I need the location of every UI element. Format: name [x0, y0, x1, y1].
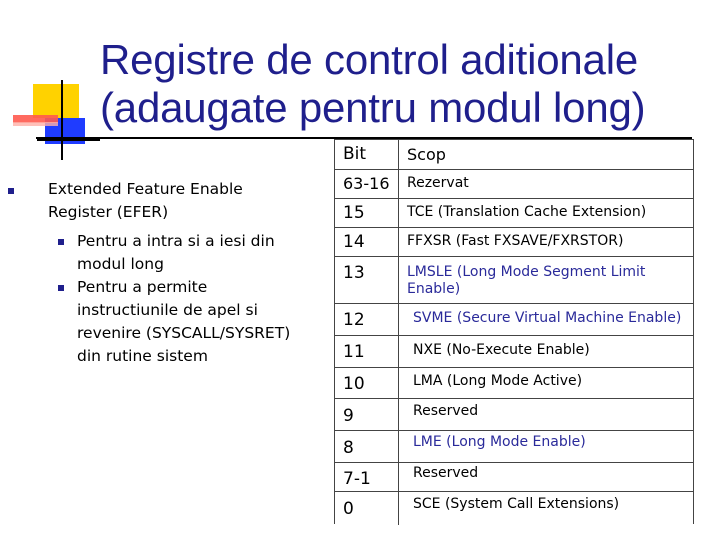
- slide-title: [100, 36, 700, 132]
- row-bit: 0: [343, 499, 354, 519]
- slide-title-line-1: Registre de control aditionale: [100, 36, 638, 83]
- square-bullet-icon: [8, 188, 14, 194]
- row-scop: FFXSR (Fast FXSAVE/FXRSTOR): [407, 233, 624, 249]
- bullet-text: Pentru a intra si a iesi din modul long: [77, 232, 275, 273]
- row-scop: Rezervat: [407, 175, 469, 191]
- table-row: [334, 228, 693, 257]
- table-row: [334, 368, 693, 399]
- row-scop: LME (Long Mode Enable): [413, 434, 586, 450]
- slide-title-line-2: (adaugate pentru modul long): [100, 84, 646, 131]
- row-bit: 13: [343, 263, 365, 283]
- row-bit: 7-1: [343, 469, 371, 489]
- row-scop: Reserved: [413, 403, 479, 419]
- row-bit: 15: [343, 203, 365, 223]
- row-bit: 12: [343, 310, 365, 330]
- row-scop: SCE (System Call Extensions): [413, 496, 620, 512]
- table-row: [334, 463, 693, 492]
- logo-yellow-square: [33, 84, 79, 118]
- table-row: [334, 336, 693, 368]
- table-row: [334, 492, 693, 525]
- logo-graphic: [0, 0, 100, 170]
- table-row: [334, 431, 693, 463]
- square-bullet-icon: [58, 285, 64, 291]
- table-row: [334, 170, 693, 199]
- square-bullet-icon: [58, 239, 64, 245]
- row-bit: 9: [343, 406, 354, 426]
- row-bit: 11: [343, 342, 365, 362]
- logo-vertical-line: [61, 80, 63, 160]
- row-bit: 10: [343, 374, 365, 394]
- table-row: [334, 304, 693, 336]
- row-scop: SVME (Secure Virtual Machine Enable): [413, 310, 682, 326]
- sub-bullet-item-syscall: [77, 276, 317, 368]
- row-bit: 8: [343, 438, 354, 458]
- row-scop: LMA (Long Mode Active): [413, 373, 583, 389]
- efer-bits-table: [334, 139, 693, 525]
- sub-bullet-item-long-mode: [77, 230, 317, 276]
- table-header-row: [334, 139, 693, 170]
- bullet-item-efer: [48, 178, 318, 224]
- header-bit: Bit: [343, 144, 367, 164]
- bullet-text: Pentru a permite instructiunile de apel si revenire (SYSCALL/SYSRET) din rutine sistem: [77, 278, 291, 365]
- logo-horizontal-line: [37, 139, 100, 141]
- header-scop: Scop: [407, 145, 446, 164]
- row-scop: LMSLE (Long Mode Segment Limit Enable): [407, 264, 646, 297]
- table-row: [334, 399, 693, 431]
- row-scop: NXE (No-Execute Enable): [413, 342, 590, 358]
- table-row: [334, 257, 693, 304]
- table-row: [334, 199, 693, 228]
- logo-red-bar: [13, 115, 58, 123]
- logo-red-bar-shadow: [13, 122, 58, 126]
- bullet-text: Extended Feature Enable Register (EFER): [48, 180, 243, 221]
- row-scop: TCE (Translation Cache Extension): [407, 204, 647, 220]
- row-bit: 63-16: [343, 174, 390, 193]
- row-scop: Reserved: [413, 465, 479, 481]
- row-bit: 14: [343, 232, 365, 252]
